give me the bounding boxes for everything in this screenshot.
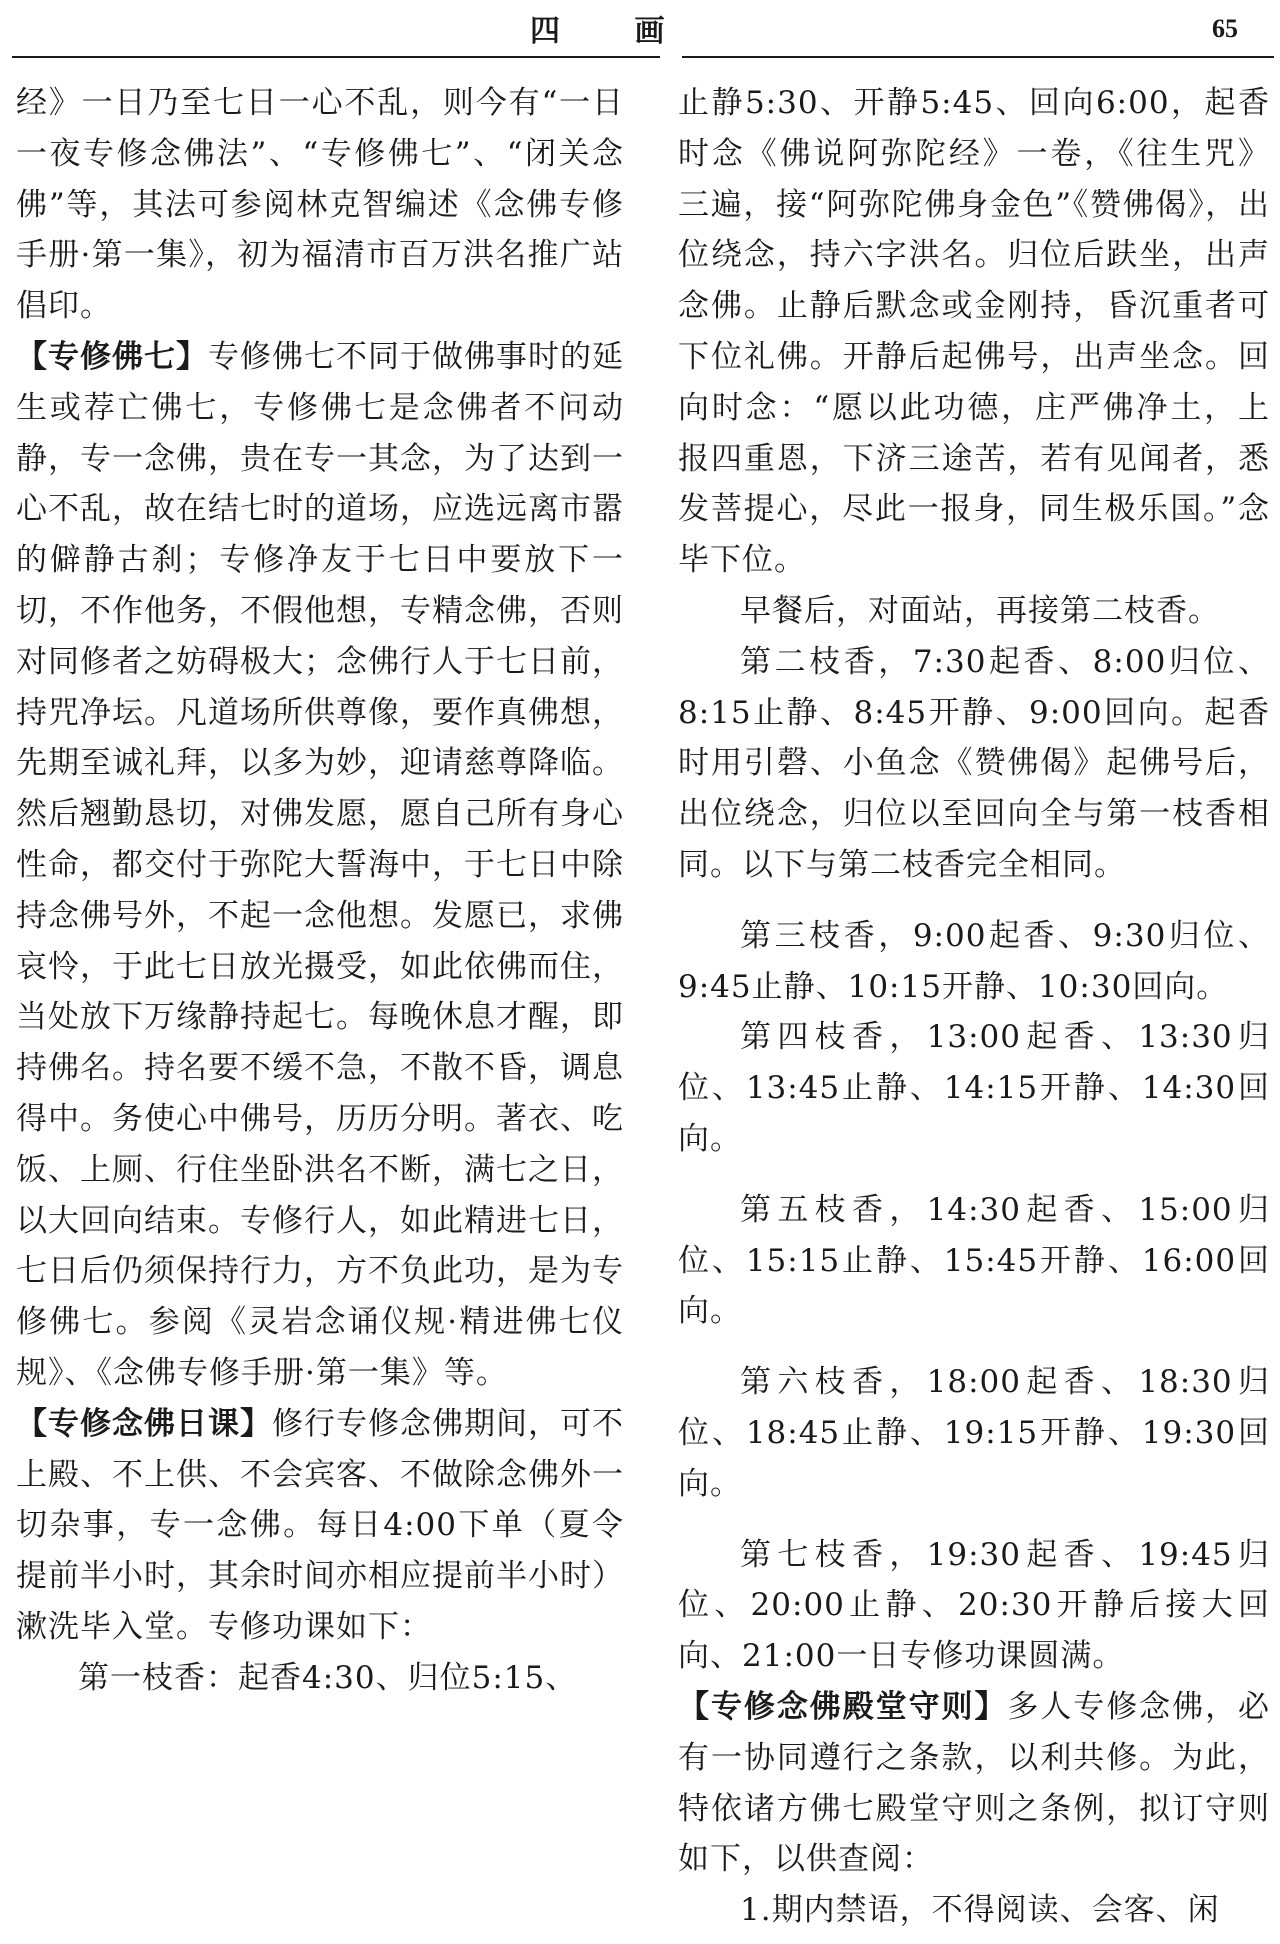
paragraph: 第三枝香，9:00起香、9:30归位、9:45止静、10:15开静、10:30回向。 xyxy=(678,917,1270,1005)
paragraph: 第四枝香，13:00起香、13:30归位、13:45止静、14:15开静、14:30回向。 xyxy=(678,1019,1270,1157)
paragraph: 第七枝香，19:30起香、19:45归位、20:00止静、20:30开静后接大回向、21:00一日专修功课圆满。 xyxy=(678,1536,1270,1675)
paragraph: 第五枝香，14:30起香、15:00归位、15:15止静、15:45开静、16:00回向。 xyxy=(678,1191,1270,1330)
page-header xyxy=(0,0,1280,62)
entry-term: 【专修念佛日课】 xyxy=(16,1405,272,1442)
paragraph: 1.期内禁语，不得阅读、会客、闲 xyxy=(740,1892,1220,1929)
entry-zhuanxiu-nianfo-rike xyxy=(16,1399,624,1653)
entry-term: 【专修佛七】 xyxy=(16,338,208,375)
entry-diantang-shouze xyxy=(678,1682,1270,1885)
entry-text: 修行专修念佛期间，可不上殿、不上供、不会宾客、不做除念佛外一切杂事，专一念佛。每日4:00下单（夏令提前半小时，其余时间亦相应提前半小时）漱洗毕入堂。专修功课如下： xyxy=(16,1405,624,1645)
right-column xyxy=(678,78,1270,1936)
header-rule-left xyxy=(12,56,660,58)
running-head: 四 画 xyxy=(530,14,697,49)
paragraph: 第六枝香，18:00起香、18:30归位、18:45止静、19:15开静、19:30回向。 xyxy=(678,1364,1270,1502)
entry-term: 【专修念佛殿堂守则】 xyxy=(678,1688,1008,1725)
header-rule-right xyxy=(682,56,1274,58)
entry-zhuanxiu-foqi xyxy=(16,332,624,1399)
paragraph: 第二枝香，7:30起香、8:00归位、8:15止静、8:45开静、9:00回向。起香时用引磬、小鱼念《赞佛偈》起佛号后，出位绕念，归位以至回向全与第一枝香相同。以下与第二枝香完全相同。 xyxy=(678,643,1270,883)
paragraph: 经》一日乃至七日一心不乱，则今有“一日一夜专修念佛法”、“专修佛七”、“闭关念佛”等，其法可参阅林克智编述《念佛专修手册·第一集》，初为福清市百万洪名推广站倡印。 xyxy=(16,85,624,325)
paragraph: 第一枝香：起香4:30、归位5:15、 xyxy=(78,1659,578,1696)
entry-text: 专修佛七不同于做佛事时的延生或荐亡佛七，专修佛七是念佛者不问动静，专一念佛，贵在专一其念，为了达到一心不乱，故在结七时的道场，应选远离市嚣的僻静古刹；专修净友于七日中要放下一切，不作他务，不假他想，专精念佛，否则对同修者之妨碍极大；念佛行人于七日前，持咒净坛。凡道场所供尊像，要作真佛想，先期至诚礼拜，以多为妙，迎请慈尊降临。然后翘勤恳切，对佛发愿，愿自己所有身心性命，都交付于弥陀大誓海中，于七日中除持念佛号外，不起一念他想。发愿已，求佛哀怜，于此七日放光摄受，如此依佛而住，当处放下万缘静持起七。每晚休息才醒，即持佛名。持名要不缓不急，不散不昏，调息得中。务使心中佛号，历历分明。著衣、吃饭、上厕、行住坐卧洪名不断，满七之日，以大回向结束。专修行人，如此精进七日，七日后仍须保持行力，方不负此功，是为专修佛七。参阅《灵岩念诵仪规·精进佛七仪规》、《念佛专修手册·第一集》等。 xyxy=(16,338,624,1391)
paragraph: 止静5:30、开静5:45、回向6:00，起香时念《佛说阿弥陀经》一卷，《往生咒》三遍，接“阿弥陀佛身金色”《赞佛偈》，出位绕念，持六字洪名。归位后趺坐，出声念佛。止静后默念或金刚持，昏沉重者可下位礼佛。开静后起佛号，出声坐念。回向时念：“愿以此功德，庄严佛净土，上报四重恩，下济三途苦，若有见闻者，悉发菩提心，尽此一报身，同生极乐国。”念毕下位。 xyxy=(678,85,1270,579)
paragraph: 早餐后，对面站，再接第二枝香。 xyxy=(740,592,1220,629)
page-number: 65 xyxy=(1212,14,1238,43)
left-column xyxy=(16,78,624,1704)
entry-text: 多人专修念佛，必有一协同遵行之条款，以利共修。为此，特依诸方佛七殿堂守则之条例，拟订守则如下，以供查阅： xyxy=(678,1688,1271,1878)
